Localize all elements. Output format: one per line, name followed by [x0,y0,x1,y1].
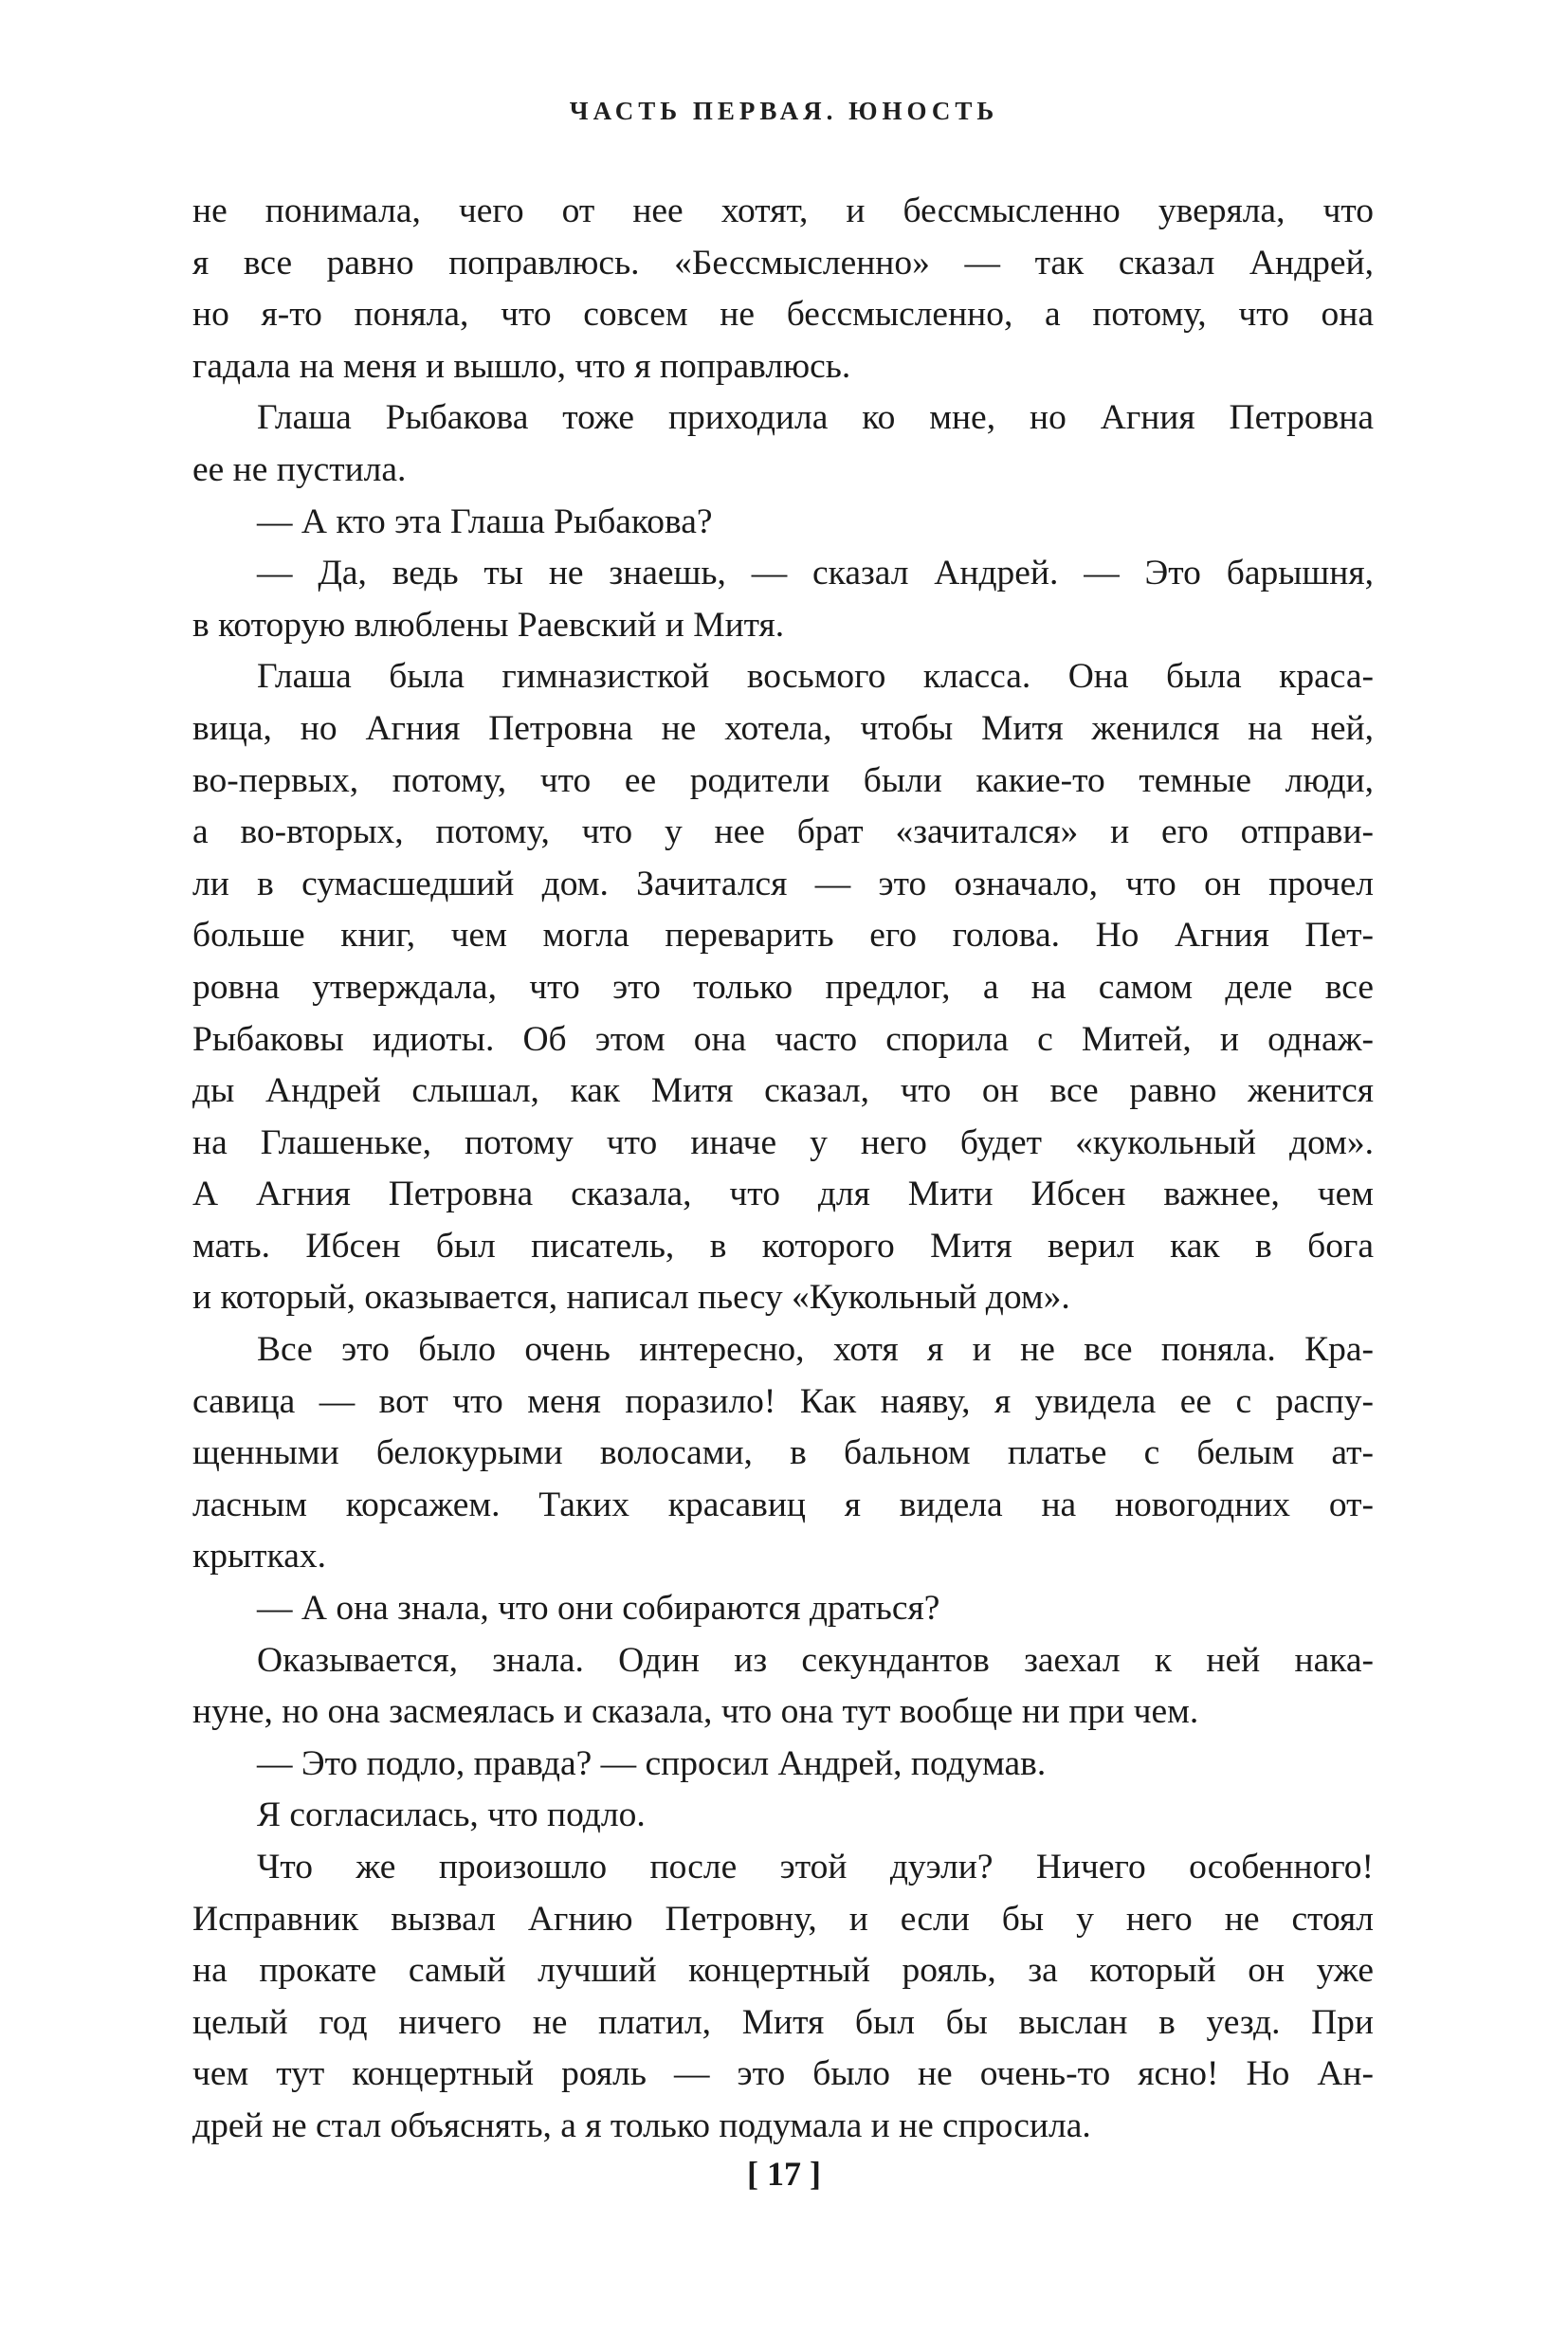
text-line: Я согласилась, что подло. [257,1795,646,1835]
text-line: ды Андрей слышал, как Митя сказал, что он все равно женится [192,1071,1374,1111]
text-line: во-первых, потому, что ее родители были какие-то темные люди, [192,760,1374,800]
text-line: нуне, но она засмеялась и сказала, что она тут вообще ни при чем. [192,1692,1199,1732]
text-line: вица, но Агния Петровна не хотела, чтобы Митя женился на ней, [192,708,1374,748]
text-line: в которую влюблены Раевский и Митя. [192,605,785,645]
text-line: ли в сумасшедший дом. Зачитался — это означало, что он прочел [192,864,1374,903]
text-line: — А она знала, что они собираются драться? [257,1589,940,1629]
text-line: Глаша Рыбакова тоже приходила ко мне, но Агния Петровна [257,398,1374,438]
text-line: щенными белокурыми волосами, в бальном платье с белым ат- [192,1433,1374,1473]
text-line: Оказывается, знала. Один из секундантов заехал к ней нака- [257,1640,1374,1680]
text-line: дрей не стал объяснять, а я только подумала и не спросила. [192,2105,1091,2145]
body-text [192,186,1374,2153]
page-number: [ 17 ] [747,2155,821,2193]
text-line: и который, оказывается, написал пьесу «Кукольный дом». [192,1278,1070,1318]
running-header: ЧАСТЬ ПЕРВАЯ. ЮНОСТЬ [569,97,999,125]
text-line: Глаша была гимназисткой восьмого класса. Она была краса- [257,657,1374,697]
text-line: ласным корсажем. Таких красавиц я видела на новогодних от- [192,1485,1374,1524]
text-line: Рыбаковы идиоты. Об этом она часто спорила с Митей, и однаж- [192,1019,1374,1059]
text-line: я все равно поправлюсь. «Бессмысленно» — так сказал Андрей, [192,243,1374,282]
text-line: чем тут концертный рояль — это было не очень-то ясно! Но Ан- [192,2054,1374,2094]
text-line: на Глашеньке, потому что иначе у него будет «кукольный дом». [192,1122,1374,1162]
text-line: — Это подло, правда? — спросил Андрей, подумав. [257,1743,1047,1783]
text-line: Что же произошло после этой дуэли? Ничего особенного! [257,1848,1374,1886]
text-line: а во-вторых, потому, что у нее брат «зачитался» и его отправи- [192,812,1374,852]
text-line: А Агния Петровна сказала, что для Мити Ибсен важнее, чем [192,1175,1374,1214]
text-line: крытках. [192,1537,326,1576]
text-line: не понимала, чего от нее хотят, и бессмысленно уверяла, что [192,191,1374,230]
text-line: ее не пустила. [192,449,407,489]
text-line: савица — вот что меня поразило! Как наяву, я увидела ее с распу- [192,1381,1374,1421]
text-line: ровна утверждала, что это только предлог, а на самом деле все [192,967,1374,1007]
text-line: Исправник вызвал Агнию Петровну, и если бы у него не стоял [192,1899,1374,1939]
text-line: гадала на меня и вышло, что я поправлюсь. [192,346,851,386]
text-line: больше книг, чем могла переварить его голова. Но Агния Пет- [192,916,1374,956]
text-line: мать. Ибсен был писатель, в которого Митя верил как в бога [192,1226,1374,1266]
text-line: но я-то поняла, что совсем не бессмысленно, а потому, что она [192,295,1374,335]
text-line: — А кто эта Глаша Рыбакова? [257,501,713,541]
text-line: на прокате самый лучший концертный рояль, за который он уже [192,1951,1374,1991]
text-line: — Да, ведь ты не знаешь, — сказал Андрей. — Это барышня, [257,554,1374,593]
text-line: целый год ничего не платил, Митя был бы выслан в уезд. При [192,2002,1374,2042]
text-line: Все это было очень интересно, хотя я и не все поняла. Кра- [257,1330,1374,1370]
